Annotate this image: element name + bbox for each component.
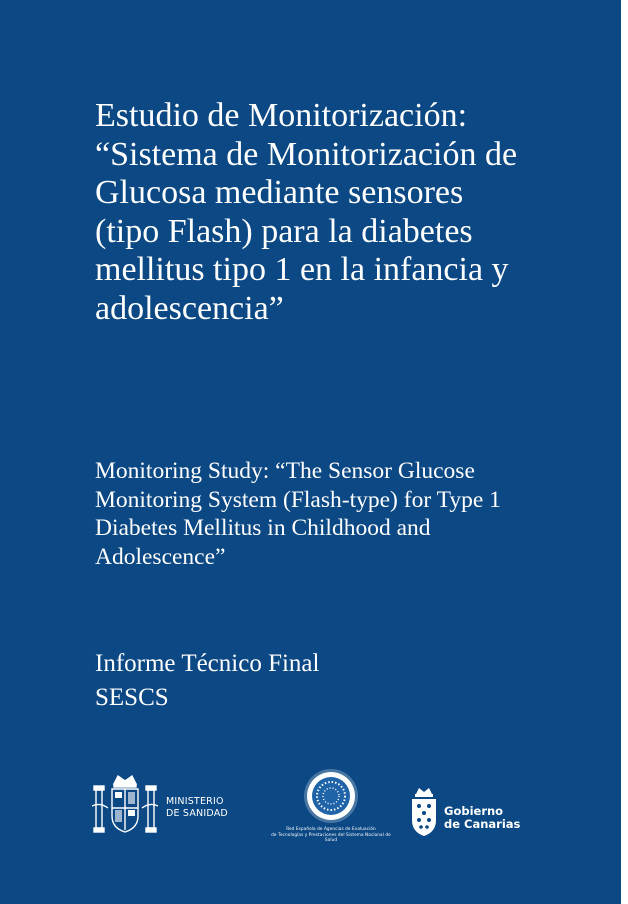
gobierno-line2: de Canarias [444, 817, 521, 831]
redets-line2: de Tecnologías y Prestaciones del Sistema Nacional de Salud [271, 831, 391, 842]
redets-circle-logo-icon [303, 768, 359, 824]
title-english: Monitoring Study: “The Sensor Glucose Monitoring System (Flash-type) for Type 1 Diabetes Mellitus in Childhood and Adolescence” [95, 458, 501, 570]
gobierno-line1: Gobierno [444, 804, 504, 818]
report-type: Informe Técnico Final [95, 650, 320, 677]
spain-coat-of-arms-icon [92, 772, 158, 840]
ministerio-sanidad-logo [92, 772, 242, 840]
ministerio-line2: DE SANIDAD [166, 808, 228, 819]
ministerio-line1: MINISTERIO [166, 796, 224, 807]
redets-line1: Red Española de Agencias de Evaluación [286, 826, 376, 831]
title-spanish: Estudio de Monitorización: “Sistema de Monitorización de Glucosa mediante sensores (tipo Flash) para la diabetes mellitus tipo 1 en la infancia y adolescencia” [95, 97, 518, 327]
redets-logo [270, 768, 392, 846]
report-organization: SESCS [95, 684, 169, 711]
canarias-coat-of-arms-icon [410, 786, 438, 838]
gobierno-canarias-logo [410, 786, 522, 840]
